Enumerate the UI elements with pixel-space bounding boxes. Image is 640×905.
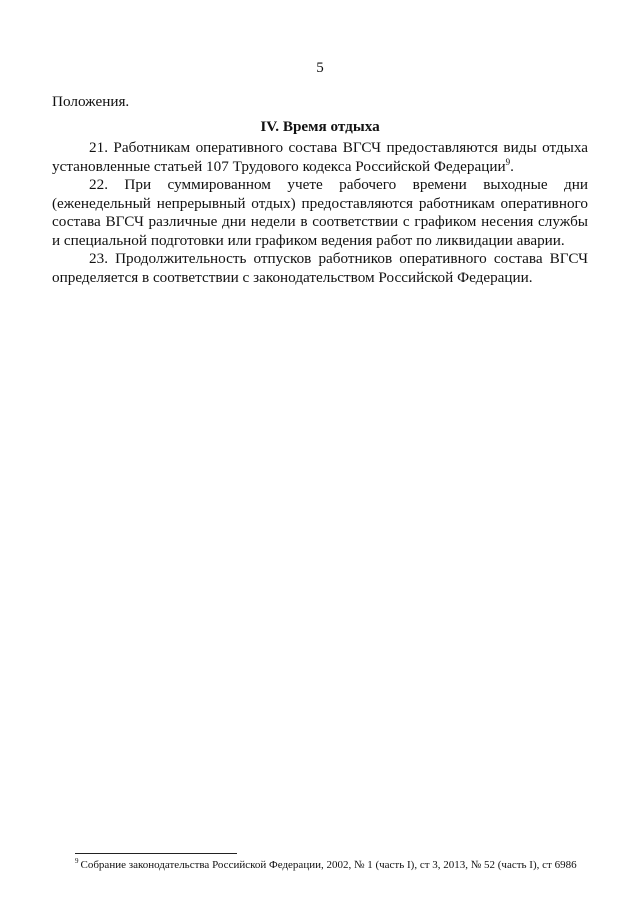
paragraph-21-tail: . — [510, 157, 514, 175]
page-number: 5 — [316, 60, 324, 76]
section-body — [52, 139, 588, 287]
paragraph-21-text: 21. Работникам оперативного состава ВГСЧ предоставляются виды отдыха установленные статьей 107 Трудового кодекса Российской Федерации — [52, 139, 588, 175]
footnote-divider — [75, 853, 237, 854]
section-heading: IV. Время отдыха — [260, 118, 380, 135]
carry-over-text: Положения. — [52, 93, 130, 110]
footnote-text: Собрание законодательства Российской Федерации, 2002, № 1 (часть I), ст 3, 2013, № 52 (часть I), ст 6986 — [80, 859, 577, 871]
footnote-reference-9: 9 — [505, 156, 511, 167]
footnote — [75, 858, 605, 872]
paragraph-23: 23. Продолжительность отпусков работников оперативного состава ВГСЧ определяется в соответствии с законодательством Российской Федерации. — [52, 250, 588, 286]
paragraph-22: 22. При суммированном учете рабочего времени выходные дни (еженедельный непрерывный отдых) предоставляются работникам оперативного состава ВГСЧ различные дни недели в соответствии с графиком несения службы и специальной подготовки или графиком ведения работ по ликвидации аварии. — [52, 176, 588, 249]
paragraph-21 — [52, 139, 588, 176]
footnote-marker: 9 — [75, 857, 79, 866]
